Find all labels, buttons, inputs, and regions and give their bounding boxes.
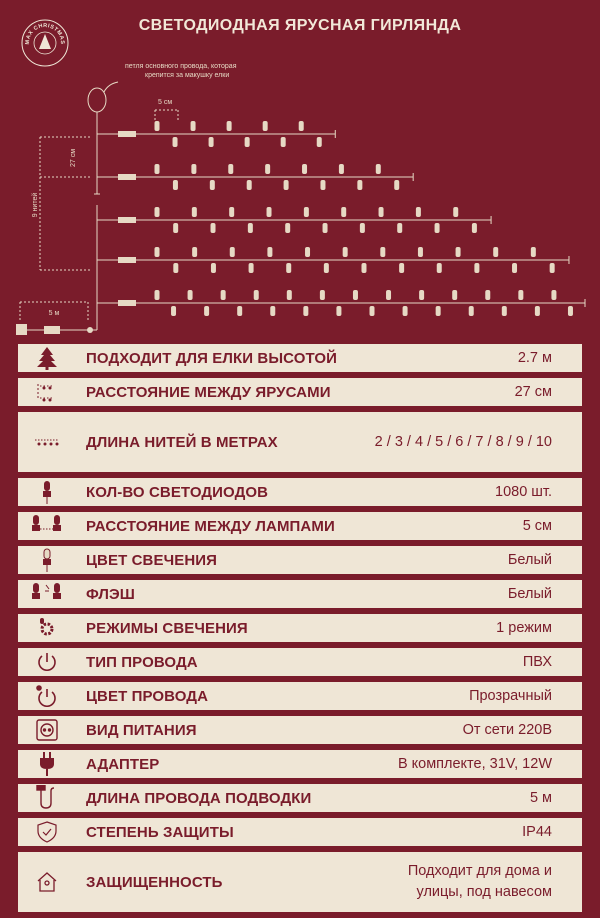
led-bulb — [336, 306, 341, 316]
spec-label: ТИП ПРОВОДА — [86, 653, 198, 671]
spec-value: В комплекте, 31V, 12W — [397, 755, 552, 772]
spec-value: 5 м — [529, 789, 552, 806]
led-bulb — [551, 290, 556, 300]
led-bulb — [339, 164, 344, 174]
spec-row — [18, 716, 582, 744]
led-bulb — [229, 207, 234, 217]
led-bulb — [204, 306, 209, 316]
led-bulb — [173, 263, 178, 273]
led-bulb — [304, 207, 309, 217]
led-bulb — [188, 290, 193, 300]
led-bulb — [227, 121, 232, 131]
led-bulb — [284, 180, 289, 190]
led-bulb — [286, 263, 291, 273]
led-bulb — [191, 164, 196, 174]
led-bulb — [376, 164, 381, 174]
led-bulb — [317, 137, 322, 147]
led-bulb — [210, 180, 215, 190]
spec-label: ЦВЕТ ПРОВОДА — [86, 687, 209, 705]
led-spacing-icon — [30, 513, 64, 539]
led-bulb — [550, 263, 555, 273]
led-bulb — [531, 247, 536, 257]
led-bulb — [403, 306, 408, 316]
spec-row — [18, 344, 582, 372]
spec-label: СТЕПЕНЬ ЗАЩИТЫ — [86, 823, 234, 841]
led-bulb — [320, 290, 325, 300]
led-bulb — [285, 223, 290, 233]
led-bulb — [353, 290, 358, 300]
spec-label: ЦВЕТ СВЕЧЕНИЯ — [86, 551, 218, 569]
strand-connector — [118, 300, 136, 306]
led-bulb — [247, 180, 252, 190]
led-bulb — [493, 247, 498, 257]
spec-value: Белый — [507, 551, 552, 568]
tier-gap-icon — [30, 379, 64, 405]
loop-note-line1: петля основного провода, которая — [125, 63, 237, 70]
led-bulb — [324, 263, 329, 273]
spec-label: АДАПТЕР — [86, 755, 160, 773]
spec-label: ВИД ПИТАНИЯ — [86, 721, 197, 739]
led-bulb — [173, 137, 178, 147]
led-bulb — [343, 247, 348, 257]
spec-row — [18, 614, 582, 642]
led-bulb — [267, 207, 272, 217]
led-bulb — [399, 263, 404, 273]
lead-label: 5 м — [48, 310, 60, 317]
led-bulb — [173, 223, 178, 233]
spec-label: ДЛИНА НИТЕЙ В МЕТРАХ — [86, 433, 278, 451]
tree-icon — [30, 345, 64, 371]
led-bulb — [512, 263, 517, 273]
wire-type-icon — [30, 649, 64, 675]
led-bulb — [305, 247, 310, 257]
led-bulb — [357, 180, 362, 190]
led-bulb — [299, 121, 304, 131]
led-bulb — [502, 306, 507, 316]
spec-value: Подходит для дома и улицы, под навесом — [407, 863, 552, 900]
led-bulb — [192, 247, 197, 257]
flash-icon — [30, 581, 64, 607]
led-bulb — [474, 263, 479, 273]
led-bulb — [485, 290, 490, 300]
led-bulb — [302, 164, 307, 174]
page-title: СВЕТОДИОДНАЯ ЯРУСНАЯ ГИРЛЯНДА — [138, 17, 462, 34]
modes-icon — [30, 615, 64, 641]
spec-label: КОЛ-ВО СВЕТОДИОДОВ — [86, 483, 269, 501]
led-bulb — [248, 223, 253, 233]
led-bulb — [221, 290, 226, 300]
shield-icon — [30, 819, 64, 845]
led-bulb — [155, 247, 160, 257]
spec-row — [18, 648, 582, 676]
spec-value: 5 см — [522, 517, 552, 534]
led-bulb — [237, 306, 242, 316]
led-bulb — [370, 306, 375, 316]
spec-row — [18, 412, 582, 472]
led-bulb — [379, 207, 384, 217]
spec-value: IP44 — [522, 823, 552, 840]
led-bulb — [360, 223, 365, 233]
spec-list — [18, 344, 582, 918]
led-bulb — [173, 180, 178, 190]
led-bulb — [211, 263, 216, 273]
spec-value: 27 см — [514, 383, 552, 400]
wire-color-icon — [30, 683, 64, 709]
led-bulb — [155, 164, 160, 174]
led-bulb — [230, 247, 235, 257]
spec-value: От сети 220В — [462, 721, 552, 738]
spec-label: ЗАЩИЩЕННОСТЬ — [86, 873, 223, 891]
spec-label: ДЛИНА ПРОВОДА ПОДВОДКИ — [86, 789, 312, 807]
led-icon — [30, 479, 64, 505]
led-bulb — [452, 290, 457, 300]
led-color-icon — [30, 547, 64, 573]
led-bulb — [171, 306, 176, 316]
spec-row — [18, 478, 582, 506]
led-bulb — [155, 207, 160, 217]
led-bulb — [191, 121, 196, 131]
plug-icon — [16, 324, 27, 335]
led-bulb — [419, 290, 424, 300]
loop-note-line2: крепится за макушку елки — [145, 72, 230, 79]
led-bulb — [155, 290, 160, 300]
led-bulb — [245, 137, 250, 147]
top-loop — [88, 88, 106, 112]
led-bulb — [254, 290, 259, 300]
tier-gap-label: 27 см — [70, 148, 77, 168]
led-bulb — [418, 247, 423, 257]
led-bulb — [263, 121, 268, 131]
spec-row — [18, 682, 582, 710]
plug-icon — [30, 751, 64, 777]
spec-label: РЕЖИМЫ СВЕЧЕНИЯ — [86, 619, 248, 637]
led-bulb — [435, 223, 440, 233]
led-bulb — [209, 137, 214, 147]
spec-value: 1 режим — [496, 619, 552, 636]
spacing-label: 5 см — [158, 99, 173, 106]
led-bulb — [287, 290, 292, 300]
led-bulb — [535, 306, 540, 316]
strands-label: 9 нитей — [32, 192, 39, 218]
led-bulb — [303, 306, 308, 316]
logo-text: MAX CHRISTMAS — [24, 22, 66, 45]
spec-row — [18, 512, 582, 540]
spec-label: ПОДХОДИТ ДЛЯ ЕЛКИ ВЫСОТОЙ — [86, 349, 337, 367]
led-bulb — [270, 306, 275, 316]
wire-joint — [87, 327, 93, 333]
power-socket-icon — [30, 717, 64, 743]
spec-value: Белый — [507, 585, 552, 602]
led-bulb — [323, 223, 328, 233]
led-bulb — [341, 207, 346, 217]
led-bulb — [436, 306, 441, 316]
strand-connector — [118, 217, 136, 223]
spec-row — [18, 852, 582, 912]
spec-label: ФЛЭШ — [86, 585, 135, 603]
led-bulb — [380, 247, 385, 257]
loop-pointer — [104, 82, 118, 92]
led-bulb — [267, 247, 272, 257]
spec-row — [18, 750, 582, 778]
led-bulb — [320, 180, 325, 190]
led-bulb — [211, 223, 216, 233]
spec-value: ПВХ — [522, 653, 552, 670]
led-bulb — [155, 121, 160, 131]
spec-label: РАССТОЯНИЕ МЕЖДУ ЛАМПАМИ — [86, 517, 335, 535]
led-bulb — [249, 263, 254, 273]
spec-label: РАССТОЯНИЕ МЕЖДУ ЯРУСАМИ — [86, 383, 331, 401]
led-bulb — [456, 247, 461, 257]
strand-connector — [118, 257, 136, 263]
adapter-box — [44, 326, 60, 334]
strand-connector — [118, 131, 136, 137]
led-bulb — [361, 263, 366, 273]
strand-connector — [118, 174, 136, 180]
led-bulb — [568, 306, 573, 316]
spec-value: 2 / 3 / 4 / 5 / 6 / 7 / 8 / 9 / 10 — [374, 433, 552, 450]
led-bulb — [397, 223, 402, 233]
spec-row — [18, 818, 582, 846]
spec-value: 2.7 м — [517, 349, 552, 366]
spec-row — [18, 546, 582, 574]
garland-scheme — [0, 40, 600, 345]
led-bulb — [394, 180, 399, 190]
led-bulb — [518, 290, 523, 300]
spec-value: Прозрачный — [469, 687, 552, 704]
cable-icon — [30, 785, 64, 811]
led-bulb — [469, 306, 474, 316]
spec-row — [18, 784, 582, 812]
led-bulb — [192, 207, 197, 217]
led-bulb — [228, 164, 233, 174]
led-bulb — [281, 137, 286, 147]
spec-row — [18, 378, 582, 406]
spec-row — [18, 580, 582, 608]
led-bulb — [386, 290, 391, 300]
led-bulb — [265, 164, 270, 174]
house-icon — [30, 869, 64, 895]
spec-value: 1080 шт. — [495, 483, 552, 500]
led-bulb — [453, 207, 458, 217]
strand-length-icon — [30, 429, 64, 455]
led-bulb — [416, 207, 421, 217]
led-bulb — [472, 223, 477, 233]
led-bulb — [437, 263, 442, 273]
